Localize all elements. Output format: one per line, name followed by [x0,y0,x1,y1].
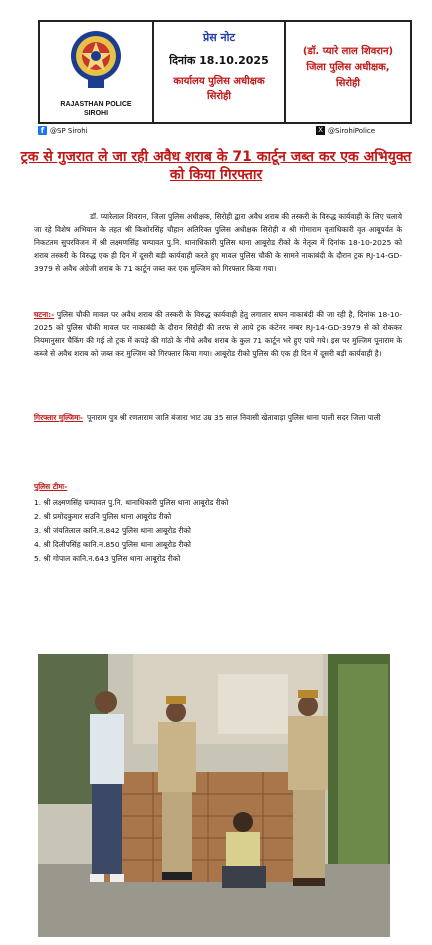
logo-cell [40,22,154,122]
team-section [34,480,394,566]
team-label: पुलिस टीमः- [34,482,68,491]
office-name: कार्यालय पुलिस अधीक्षक सिरोही [173,76,265,102]
team-member: 4. श्री दिलीपसिंह कानि.न.850 पुलिस थाना आबूरोड रीको [34,540,191,549]
org-name [40,100,152,118]
title-cell [154,22,286,122]
seizure-photo [38,654,390,937]
officer-uniform-left [158,696,196,880]
team-member: 2. श्री प्रमोदकुमार सउनि पुलिस थाना आबूरोड रीको [34,512,172,521]
team-list [34,496,394,566]
facebook-handle-text: @SP Sirohi [50,126,88,135]
signatory-name: (डॉ. प्यारे लाल शिवरान) [302,46,394,57]
facebook-handle[interactable] [38,126,88,135]
arrested-text: पूनाराम पुत्र श्री रणताराम जाति बंजारा भाट उम्र 35 साल निवासी खेतावाड़ा पुलिस थाना पाली सदर जिला पाली [87,413,381,422]
police-team-with-seized-cartons-image [38,654,390,937]
x-handle[interactable] [316,126,375,135]
officer-civilian [90,691,124,882]
team-member: 1. श्री लक्ष्मणसिंह चम्पावत पु.नि. थानाधिकारी पुलिस थाना आबूरोड रीको [34,498,229,507]
headline: ट्रक से गुजरात ले जा रही अवैध शराब के 71 कार्टून जब्त कर एक अभियुक्त को किया गिरफ्तार [20,149,412,183]
officer-uniform-right [288,690,328,886]
incident-text: पुलिस चौकी मावल पर अवैध शराब की तस्करी के विरुद्ध कार्यवाही हेतु लगातार सघन नाकाबंदी की जा रही है, दिनांक 18-10-2025 को पुलिस चौकी मावल पर नाकाबंदी के दौरान सिरोही की तरफ से आये ट्रक कंटेनर नम्बर RJ-14-GD-3979 से को रोककर नियमानुसार चैकिंग की गई तो ट्रक में कपड़े की गांठो के नीचे अवैध शराब के कुल 71 कार्टून भरे हुए पाये गये। इस पर मुल्जिम पूनाराम के कब्जे से अवैध शराब को जब्त कर मुल्जिम को गिरफ्तार किया गया। आबूरोड रीको पुलिस की एक ही दिन में दूसरी बड़ी कार्यवाही है। [34,310,402,358]
arrested-section [34,411,404,424]
x-icon: X [316,126,325,135]
rajasthan-police-emblem-icon [68,26,124,96]
team-member: 3. श्री जंयतिलाल कानि.न.842 पुलिस थाना आबूरोड रीको [34,526,191,535]
signatory [286,44,410,92]
intro-paragraph: डॉ. प्यारेलाल शिवरान, जिला पुलिस अधीक्षक, सिरोही द्वारा अवैध शराब की तस्करी के विरुद्ध कार्यवाही के लिए चलाये जा रहे विशेष अभियान के तहत श्री किशोरसिंह चौहान अतिरिक्त पुलिस अधीक्षक सिरोही व श्री गोमाराम वृताधिकारी वृत आबूपर्वत के निकटतम सुपरविजन में श्री लक्ष्मणसिंह चम्पावत पु.नि. थानाधिकारी पुलिस थाना आबूरोड रीको के नेतृत्व में दिनांक 18-10-2025 को शराब तस्करी के विरुद्ध एक ही दिन में दूसरी बड़ी कार्यवाही करते हुए मावल पुलिस चौकी के सामने नाकाबंदी के दौरान ट्रक RJ-14-GD-3979 से अवैध अंग्रेजी शराब के 71 कार्टून जब्त कर एक मुल्जिम को गिरफ्तार किया गया। [34,212,402,273]
press-note-title: प्रेस नोट [202,31,236,44]
signatory-place: सिरोही [336,78,360,89]
arrested-label: गिरफ्तार मुल्जिमः- [34,413,84,422]
carton-stack [98,772,318,882]
org-line2: SIROHI [83,110,109,117]
signatory-title: जिला पुलिस अधीक्षक, [306,62,390,73]
org-line1: RAJASTHAN POLICE [60,101,132,108]
signatory-cell [286,22,410,122]
letterhead [38,20,412,124]
team-member: 5. श्री गोपाल कानि.न.643 पुलिस थाना आबूरोड रीको [34,554,181,563]
incident-paragraph [34,308,402,360]
incident-label: घटना:- [34,310,55,319]
facebook-icon: f [38,126,47,135]
press-note-date: दिनांक 18.10.2025 [169,54,269,67]
x-handle-text: @SirohiPolice [328,126,376,135]
